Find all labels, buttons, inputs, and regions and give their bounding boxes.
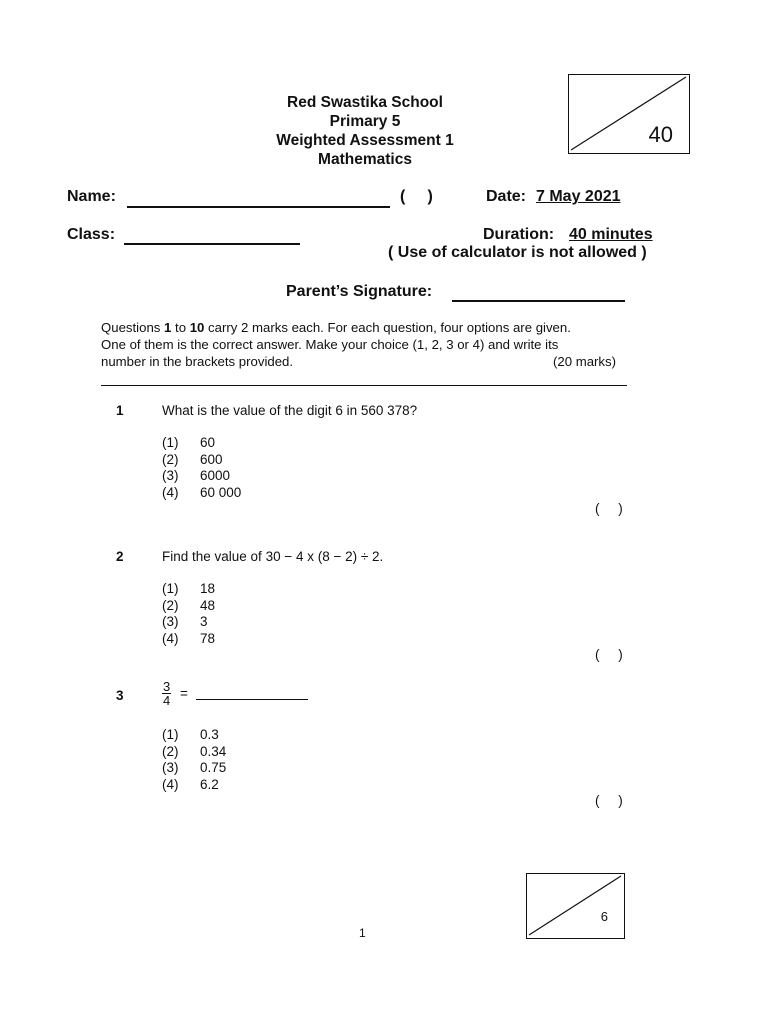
question-2-text: Find the value of 30 − 4 x (8 − 2) ÷ 2. xyxy=(162,549,384,564)
option-value: 600 xyxy=(200,451,223,467)
equals-sign: = xyxy=(180,686,188,701)
name-label: Name: xyxy=(67,188,116,205)
instructions-last-question: 10 xyxy=(189,320,205,335)
instructions-text: Questions xyxy=(101,320,165,335)
option-value: 0.75 xyxy=(200,760,227,775)
instructions xyxy=(101,319,641,370)
instructions-line-3 xyxy=(101,353,641,370)
level: Primary 5 xyxy=(329,113,401,130)
option-number: (3) xyxy=(162,468,179,483)
assessment-title: Weighted Assessment 1 xyxy=(276,132,454,149)
question-2-options xyxy=(162,581,215,647)
option-value: 78 xyxy=(200,630,216,646)
class-label: Class: xyxy=(67,226,116,243)
option-number: (4) xyxy=(162,630,179,646)
parent-signature-field[interactable] xyxy=(452,285,625,302)
page-number: 1 xyxy=(359,926,366,940)
page-marks-diagonal xyxy=(527,874,623,937)
section-marks: (20 marks) xyxy=(553,354,617,369)
option-number: (2) xyxy=(162,451,179,467)
option xyxy=(162,485,241,502)
fraction-denominator: 4 xyxy=(163,693,171,708)
option-value: 60 000 xyxy=(200,484,242,500)
question-1-number: 1 xyxy=(116,403,124,418)
option xyxy=(162,581,215,598)
date-label: Date: xyxy=(486,188,527,205)
option-number: (4) xyxy=(162,776,179,792)
question-3-number: 3 xyxy=(116,688,124,703)
name-field[interactable] xyxy=(127,190,390,208)
question-3-answer-line[interactable] xyxy=(196,687,308,700)
class-field[interactable] xyxy=(124,228,300,245)
question-2-answer-brackets[interactable]: ( ) xyxy=(595,647,623,662)
option-number: (1) xyxy=(162,581,179,596)
option-value: 3 xyxy=(200,614,208,629)
option xyxy=(162,760,226,777)
option xyxy=(162,452,241,469)
question-1-text: What is the value of the digit 6 in 560 378? xyxy=(162,403,418,418)
option-value: 6000 xyxy=(200,468,231,483)
option-number: (3) xyxy=(162,760,179,775)
option xyxy=(162,598,215,615)
option-number: (2) xyxy=(162,597,179,613)
option-value: 48 xyxy=(200,597,216,613)
question-3-expression xyxy=(162,680,308,707)
option xyxy=(162,468,241,485)
option-value: 0.34 xyxy=(200,743,227,759)
option-number: (2) xyxy=(162,743,179,759)
date-value: 7 May 2021 xyxy=(536,188,621,205)
option-number: (4) xyxy=(162,484,179,500)
instructions-text: carry 2 marks each. For each question, four options are given. xyxy=(204,320,571,335)
calculator-note: ( Use of calculator is not allowed ) xyxy=(388,244,647,261)
parent-signature-label: Parent’s Signature: xyxy=(286,283,433,300)
instructions-first-question: 1 xyxy=(164,320,172,335)
page-marks-value: 6 xyxy=(600,909,608,924)
option xyxy=(162,727,226,744)
page-marks-box xyxy=(526,873,625,939)
option-value: 6.2 xyxy=(200,776,219,792)
subject: Mathematics xyxy=(318,151,412,168)
option xyxy=(162,744,226,761)
option-value: 18 xyxy=(200,581,216,596)
option-number: (1) xyxy=(162,727,179,742)
instructions-line-2: One of them is the correct answer. Make your choice (1, 2, 3 or 4) and write its xyxy=(101,337,559,352)
total-marks-box xyxy=(568,74,690,154)
option-value: 60 xyxy=(200,435,216,450)
question-1-answer-brackets[interactable]: ( ) xyxy=(595,501,623,516)
option xyxy=(162,631,215,648)
option-number: (3) xyxy=(162,614,179,629)
instructions-line-1 xyxy=(101,319,641,336)
option xyxy=(162,777,226,794)
instructions-text: to xyxy=(171,320,190,335)
option-value: 0.3 xyxy=(200,727,219,742)
fraction-numerator: 3 xyxy=(163,679,171,694)
index-number-brackets[interactable]: ( ) xyxy=(400,188,433,205)
question-3-fraction xyxy=(162,680,171,707)
school-name: Red Swastika School xyxy=(287,94,443,111)
option xyxy=(162,435,241,452)
question-1-options xyxy=(162,435,241,501)
option xyxy=(162,614,215,631)
duration-value: 40 minutes xyxy=(569,226,653,243)
duration-label: Duration: xyxy=(483,226,555,243)
section-divider xyxy=(101,385,627,386)
total-marks-value: 40 xyxy=(648,122,673,147)
option-number: (1) xyxy=(162,435,179,450)
question-3-answer-brackets[interactable]: ( ) xyxy=(595,793,623,808)
question-3-options xyxy=(162,727,226,793)
question-2-number: 2 xyxy=(116,549,124,564)
instructions-text: number in the brackets provided. xyxy=(101,354,294,369)
